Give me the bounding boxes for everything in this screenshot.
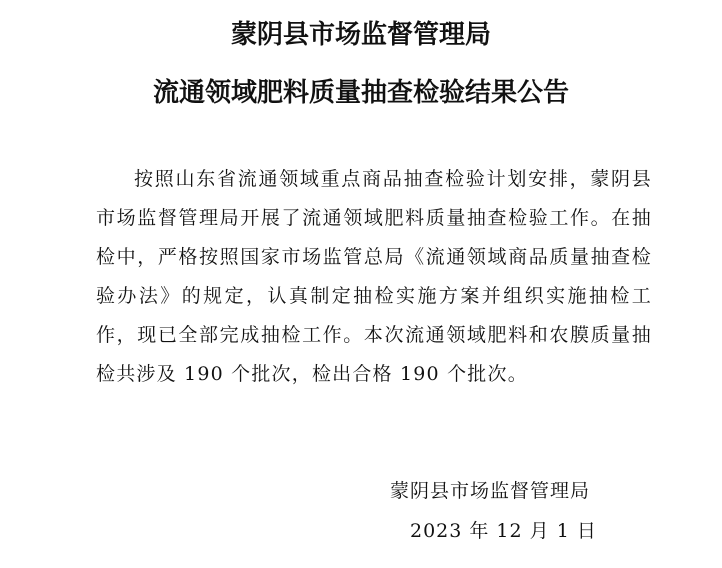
signature: 蒙阴县市场监督管理局 — [390, 480, 591, 502]
announcement-title: 流通领域肥料质量抽查检验结果公告 — [152, 78, 569, 108]
announcement-body: 按照山东省流通领域重点商品抽查检验计划安排，蒙阴县市场监督管理局开展了流通领域肥料质量抽查检验工作。在抽检中，严格按照国家市场监管总局《流通领域商品质量抽查检验办法》的规定，认真制定抽检实施方案并组织实施抽检工作，现已全部完成抽检工作。本次流通领域肥料和农膜质量抽检共涉及 190 个批次，检出合格 190 个批次。 — [96, 168, 652, 385]
issuer-title: 蒙阴县市场监督管理局 — [230, 20, 491, 50]
issue-date: 2023 年 12 月 1 日 — [410, 520, 597, 542]
